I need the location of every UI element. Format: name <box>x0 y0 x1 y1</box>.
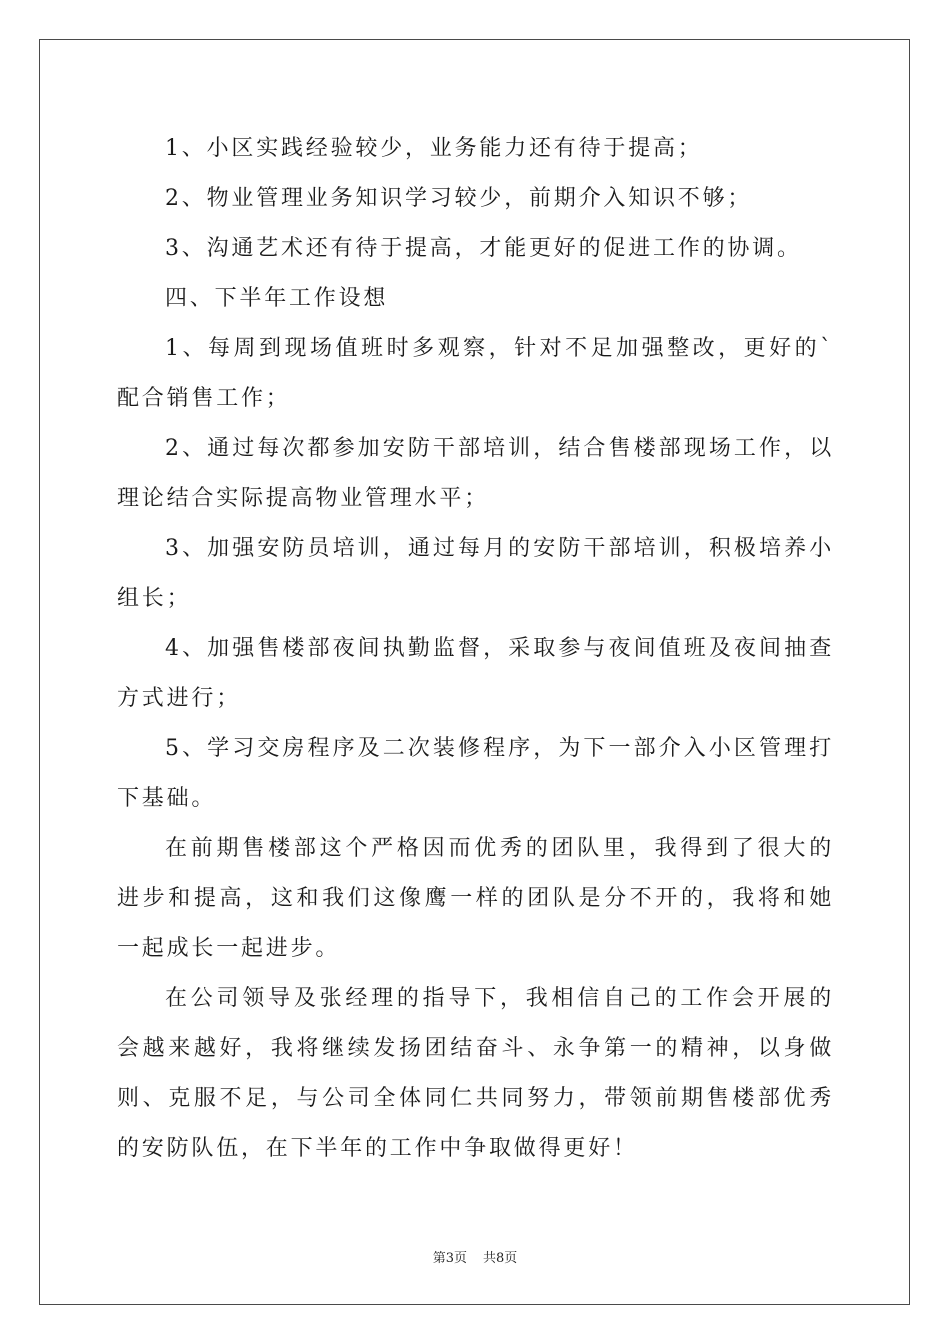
paragraph-plan-1: 1、每周到现场值班时多观察，针对不足加强整改，更好的`配合销售工作； <box>117 336 834 411</box>
paragraph-plan-5: 5、学习交房程序及二次装修程序，为下一部介入小区管理打下基础。 <box>117 736 834 811</box>
page-footer <box>0 1247 950 1266</box>
section-heading-plan: 四、下半年工作设想 <box>165 286 389 311</box>
paragraph-plan-2: 2、通过每次都参加安防干部培训，结合售楼部现场工作，以理论结合实际提高物业管理水平； <box>117 436 834 511</box>
paragraph-weakness-1: 1、小区实践经验较少，业务能力还有待于提高； <box>165 136 703 161</box>
document-body <box>117 124 834 1174</box>
page-total: 共8页 <box>483 1251 518 1266</box>
paragraph-weakness-2: 2、物业管理业务知识学习较少，前期介入知识不够； <box>165 186 753 211</box>
paragraph-conclusion: 在公司领导及张经理的指导下，我相信自己的工作会开展的会越来越好，我将继续发扬团结奋斗、永争第一的精神，以身做则、克服不足，与公司全体同仁共同努力，带领前期售楼部优秀的安防队伍，在下半年的工作中争取做得更好！ <box>117 986 834 1161</box>
paragraph-weakness-3: 3、沟通艺术还有待于提高，才能更好的促进工作的协调。 <box>165 236 802 261</box>
paragraph-plan-3: 3、加强安防员培训，通过每月的安防干部培训，积极培养小组长； <box>117 536 834 611</box>
page-number: 第3页 <box>432 1251 467 1266</box>
paragraph-plan-4: 4、加强售楼部夜间执勤监督，采取参与夜间值班及夜间抽查方式进行； <box>117 636 834 711</box>
paragraph-reflection: 在前期售楼部这个严格因而优秀的团队里，我得到了很大的进步和提高，这和我们这像鹰一样的团队是分不开的，我将和她一起成长一起进步。 <box>117 836 834 961</box>
